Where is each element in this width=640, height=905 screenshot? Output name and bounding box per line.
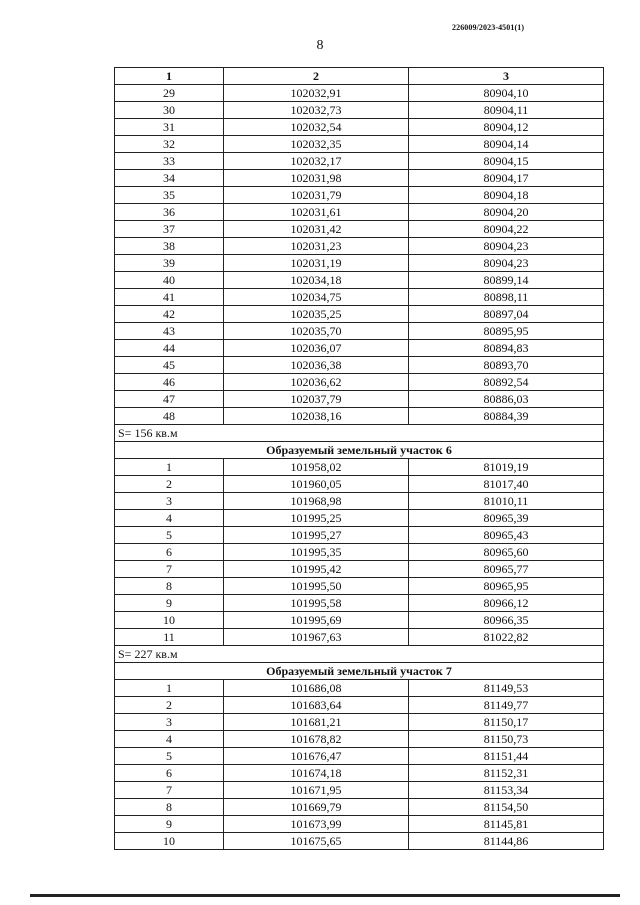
table-cell: 80966,12 — [409, 595, 604, 612]
table-row — [115, 629, 604, 646]
table-cell: 102031,42 — [224, 221, 409, 238]
table-row — [115, 255, 604, 272]
table-cell: 8 — [115, 578, 224, 595]
table-cell: 101995,35 — [224, 544, 409, 561]
section-title: Образуемый земельный участок 6 — [115, 442, 604, 459]
table-cell: 101678,82 — [224, 731, 409, 748]
table-cell: 101995,69 — [224, 612, 409, 629]
table-row — [115, 272, 604, 289]
table-cell: 101967,63 — [224, 629, 409, 646]
table-cell: 2 — [115, 476, 224, 493]
table-cell: 101681,21 — [224, 714, 409, 731]
column-header: 3 — [409, 68, 604, 85]
table-cell: 80904,17 — [409, 170, 604, 187]
page-number: 8 — [316, 38, 324, 53]
area-label-row — [115, 425, 604, 442]
table-cell: 102031,19 — [224, 255, 409, 272]
table-cell: 5 — [115, 748, 224, 765]
table-cell: 1 — [115, 459, 224, 476]
table-row — [115, 510, 604, 527]
table-cell: 101968,98 — [224, 493, 409, 510]
table-cell: 102031,79 — [224, 187, 409, 204]
table-row — [115, 561, 604, 578]
table-cell: 101686,08 — [224, 680, 409, 697]
table-cell: 8 — [115, 799, 224, 816]
table-cell: 29 — [115, 85, 224, 102]
table-cell: 46 — [115, 374, 224, 391]
table-cell: 102034,75 — [224, 289, 409, 306]
table-cell: 80892,54 — [409, 374, 604, 391]
table-row — [115, 748, 604, 765]
table-row — [115, 799, 604, 816]
coordinates-table — [114, 67, 604, 850]
table-row — [115, 238, 604, 255]
table-row — [115, 221, 604, 238]
area-label: S= 156 кв.м — [115, 425, 604, 442]
table-cell: 81153,34 — [409, 782, 604, 799]
table-cell: 41 — [115, 289, 224, 306]
area-label: S= 227 кв.м — [115, 646, 604, 663]
table-row — [115, 340, 604, 357]
table-cell: 9 — [115, 595, 224, 612]
table-cell: 38 — [115, 238, 224, 255]
table-row — [115, 680, 604, 697]
table-cell: 47 — [115, 391, 224, 408]
table-cell: 80884,39 — [409, 408, 604, 425]
table-cell: 34 — [115, 170, 224, 187]
table-row — [115, 595, 604, 612]
table-cell: 101995,27 — [224, 527, 409, 544]
table-cell: 80897,04 — [409, 306, 604, 323]
table-cell: 37 — [115, 221, 224, 238]
table-cell: 102032,91 — [224, 85, 409, 102]
table-cell: 36 — [115, 204, 224, 221]
table-cell: 81150,73 — [409, 731, 604, 748]
bottom-rule — [30, 894, 620, 897]
table-cell: 101675,65 — [224, 833, 409, 850]
table-cell: 7 — [115, 561, 224, 578]
table-cell: 40 — [115, 272, 224, 289]
table-cell: 102032,35 — [224, 136, 409, 153]
table-row — [115, 714, 604, 731]
table-cell: 80904,14 — [409, 136, 604, 153]
table-row — [115, 374, 604, 391]
table-cell: 9 — [115, 816, 224, 833]
table-cell: 101671,95 — [224, 782, 409, 799]
table-cell: 81149,77 — [409, 697, 604, 714]
table-cell: 10 — [115, 833, 224, 850]
table-row — [115, 102, 604, 119]
table-cell: 3 — [115, 493, 224, 510]
table-row — [115, 731, 604, 748]
table-row — [115, 544, 604, 561]
table-cell: 81151,44 — [409, 748, 604, 765]
table-row — [115, 493, 604, 510]
table-cell: 1 — [115, 680, 224, 697]
document-number: 226009/2023-4501(1) — [452, 23, 525, 32]
table-cell: 80895,95 — [409, 323, 604, 340]
table-cell: 102038,16 — [224, 408, 409, 425]
table-cell: 81154,50 — [409, 799, 604, 816]
table-cell: 81022,82 — [409, 629, 604, 646]
table-row — [115, 833, 604, 850]
table-row — [115, 408, 604, 425]
table-row — [115, 459, 604, 476]
table-cell: 101676,47 — [224, 748, 409, 765]
table-cell: 2 — [115, 697, 224, 714]
section-title: Образуемый земельный участок 7 — [115, 663, 604, 680]
table-cell: 102031,23 — [224, 238, 409, 255]
table-cell: 5 — [115, 527, 224, 544]
table-row — [115, 153, 604, 170]
table-cell: 30 — [115, 102, 224, 119]
table-cell: 102031,61 — [224, 204, 409, 221]
table-cell: 80904,22 — [409, 221, 604, 238]
table-cell: 3 — [115, 714, 224, 731]
table-cell: 101669,79 — [224, 799, 409, 816]
table-cell: 80894,83 — [409, 340, 604, 357]
table-cell: 102037,79 — [224, 391, 409, 408]
column-header: 1 — [115, 68, 224, 85]
table-cell: 4 — [115, 731, 224, 748]
table-row — [115, 187, 604, 204]
table-cell: 80898,11 — [409, 289, 604, 306]
table-cell: 101995,42 — [224, 561, 409, 578]
table-row — [115, 357, 604, 374]
table-row — [115, 136, 604, 153]
table-cell: 81150,17 — [409, 714, 604, 731]
table-cell: 4 — [115, 510, 224, 527]
table-cell: 7 — [115, 782, 224, 799]
table-cell: 80904,23 — [409, 255, 604, 272]
table-row — [115, 289, 604, 306]
table-cell: 101683,64 — [224, 697, 409, 714]
table-cell: 31 — [115, 119, 224, 136]
table-cell: 43 — [115, 323, 224, 340]
table-header-row — [115, 68, 604, 85]
table-cell: 45 — [115, 357, 224, 374]
table-cell: 101995,50 — [224, 578, 409, 595]
table-row — [115, 204, 604, 221]
table-cell: 32 — [115, 136, 224, 153]
area-label-row — [115, 646, 604, 663]
section-title-row — [115, 663, 604, 680]
table-cell: 42 — [115, 306, 224, 323]
table-cell: 81144,86 — [409, 833, 604, 850]
table-cell: 39 — [115, 255, 224, 272]
table-cell: 35 — [115, 187, 224, 204]
table-cell: 102036,07 — [224, 340, 409, 357]
table-cell: 102032,17 — [224, 153, 409, 170]
table-cell: 81149,53 — [409, 680, 604, 697]
table-cell: 6 — [115, 765, 224, 782]
table-cell: 101673,99 — [224, 816, 409, 833]
table-cell: 102032,73 — [224, 102, 409, 119]
table-row — [115, 782, 604, 799]
table-row — [115, 765, 604, 782]
table-row — [115, 306, 604, 323]
table-cell: 80904,11 — [409, 102, 604, 119]
table-cell: 81145,81 — [409, 816, 604, 833]
table-cell: 80965,43 — [409, 527, 604, 544]
table-cell: 81019,19 — [409, 459, 604, 476]
table-cell: 80965,95 — [409, 578, 604, 595]
table-cell: 80904,20 — [409, 204, 604, 221]
table-row — [115, 170, 604, 187]
table-cell: 102036,38 — [224, 357, 409, 374]
table-row — [115, 527, 604, 544]
table-cell: 102035,25 — [224, 306, 409, 323]
table-cell: 80904,23 — [409, 238, 604, 255]
table-cell: 101995,25 — [224, 510, 409, 527]
table-cell: 102036,62 — [224, 374, 409, 391]
table-cell: 81010,11 — [409, 493, 604, 510]
table-cell: 101995,58 — [224, 595, 409, 612]
table-cell: 102031,98 — [224, 170, 409, 187]
table-cell: 80904,15 — [409, 153, 604, 170]
table-cell: 81017,40 — [409, 476, 604, 493]
section-title-row — [115, 442, 604, 459]
table-cell: 80904,18 — [409, 187, 604, 204]
table-row — [115, 578, 604, 595]
column-header: 2 — [224, 68, 409, 85]
table-row — [115, 85, 604, 102]
table-row — [115, 323, 604, 340]
table-row — [115, 612, 604, 629]
table-cell: 80966,35 — [409, 612, 604, 629]
table-cell: 44 — [115, 340, 224, 357]
table-cell: 80899,14 — [409, 272, 604, 289]
table-cell: 101674,18 — [224, 765, 409, 782]
table-row — [115, 119, 604, 136]
table-cell: 80904,12 — [409, 119, 604, 136]
table-row — [115, 476, 604, 493]
table-cell: 48 — [115, 408, 224, 425]
table-cell: 102034,18 — [224, 272, 409, 289]
table-cell: 102032,54 — [224, 119, 409, 136]
table-cell: 80886,03 — [409, 391, 604, 408]
table-cell: 11 — [115, 629, 224, 646]
table-cell: 6 — [115, 544, 224, 561]
table-cell: 80965,60 — [409, 544, 604, 561]
table-cell: 80904,10 — [409, 85, 604, 102]
table-cell: 101958,02 — [224, 459, 409, 476]
table-cell: 10 — [115, 612, 224, 629]
table-cell: 80893,70 — [409, 357, 604, 374]
table-cell: 102035,70 — [224, 323, 409, 340]
table-row — [115, 391, 604, 408]
table-cell: 33 — [115, 153, 224, 170]
table-cell: 101960,05 — [224, 476, 409, 493]
table-cell: 80965,77 — [409, 561, 604, 578]
table-cell: 80965,39 — [409, 510, 604, 527]
table-row — [115, 697, 604, 714]
table-cell: 81152,31 — [409, 765, 604, 782]
table-row — [115, 816, 604, 833]
